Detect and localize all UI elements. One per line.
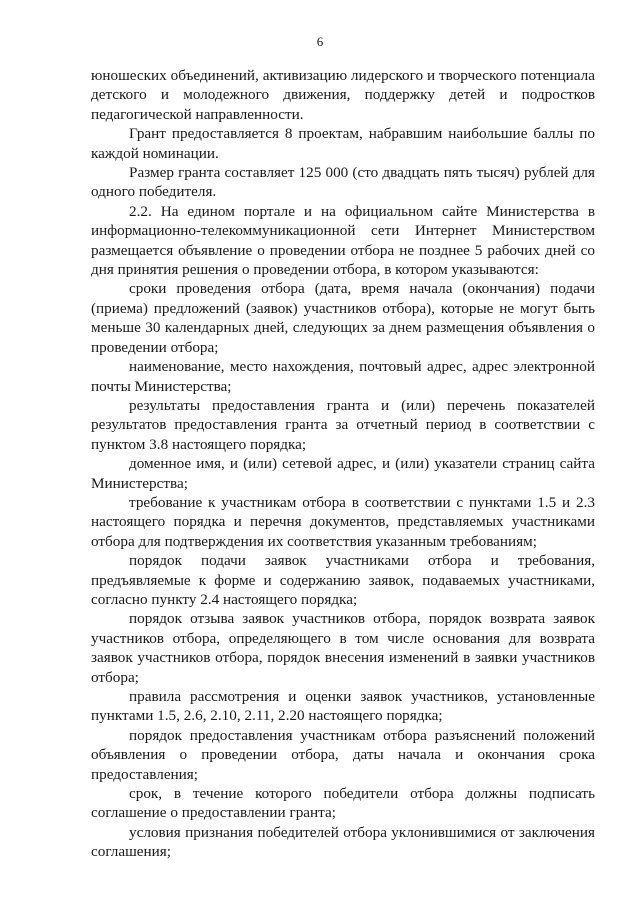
paragraph: Грант предоставляется 8 проектам, набравшим наибольшие баллы по каждой номинации. [91, 125, 595, 162]
paragraph: Размер гранта составляет 125 000 (сто двадцать пять тысяч) рублей для одного победителя. [91, 164, 595, 201]
document-body [91, 66, 595, 862]
paragraph: порядок подачи заявок участниками отбора и требования, предъявляемые к форме и содержанию заявок, подаваемых участниками, согласно пункту 2.4 настоящего порядка; [91, 552, 595, 608]
paragraph: сроки проведения отбора (дата, время начала (окончания) подачи (приема) предложений (заявок) участников отбора), которые не могут быть меньше 30 календарных дней, следующих за днем размещения объявления о проведении отбора; [91, 280, 595, 356]
paragraph: наименование, место нахождения, почтовый адрес, адрес электронной почты Министерства; [91, 358, 595, 395]
paragraph: 2.2. На едином портале и на официальном сайте Министерства в информационно-телекоммуникационной сети Интернет Министерством размещается объявление о проведении отбора не позднее 5 рабочих дней со дня принятия решения о проведении отбора, в котором указываются: [91, 202, 595, 279]
paragraph: правила рассмотрения и оценки заявок участников, установленные пунктами 1.5, 2.6, 2.10, 2.11, 2.20 настоящего порядка; [91, 688, 595, 725]
paragraph: условия признания победителей отбора уклонившимися от заключения соглашения; [91, 823, 595, 861]
paragraph: требование к участникам отбора в соответствии с пунктами 1.5 и 2.3 настоящего порядка и перечня документов, представляемых участниками отбора для подтверждения их соответствия указанным требованиям; [91, 493, 595, 550]
paragraph: порядок отзыва заявок участников отбора, порядок возврата заявок участников отбора, определяющего в том числе основания для возврата заявок участников отбора, порядок внесения изменений в заявки участников отбора; [91, 610, 595, 686]
paragraph: срок, в течение которого победители отбора должны подписать соглашение о предоставлении гранта; [91, 785, 595, 822]
paragraph: юношеских объединений, активизацию лидерского и творческого потенциала детского и молодежного движения, поддержку детей и подростков педагогической направленности. [91, 67, 595, 123]
paragraph: результаты предоставления гранта и (или) перечень показателей результатов предоставления гранта за отчетный период в соответствии с пунктом 3.8 настоящего порядка; [91, 396, 595, 453]
paragraph: доменное имя, и (или) сетевой адрес, и (или) указатели страниц сайта Министерства; [91, 455, 595, 492]
paragraph: порядок предоставления участникам отбора разъяснений положений объявления о проведении отбора, даты начала и окончания срока предоставления; [91, 726, 595, 783]
page-number: 6 [316, 34, 324, 49]
